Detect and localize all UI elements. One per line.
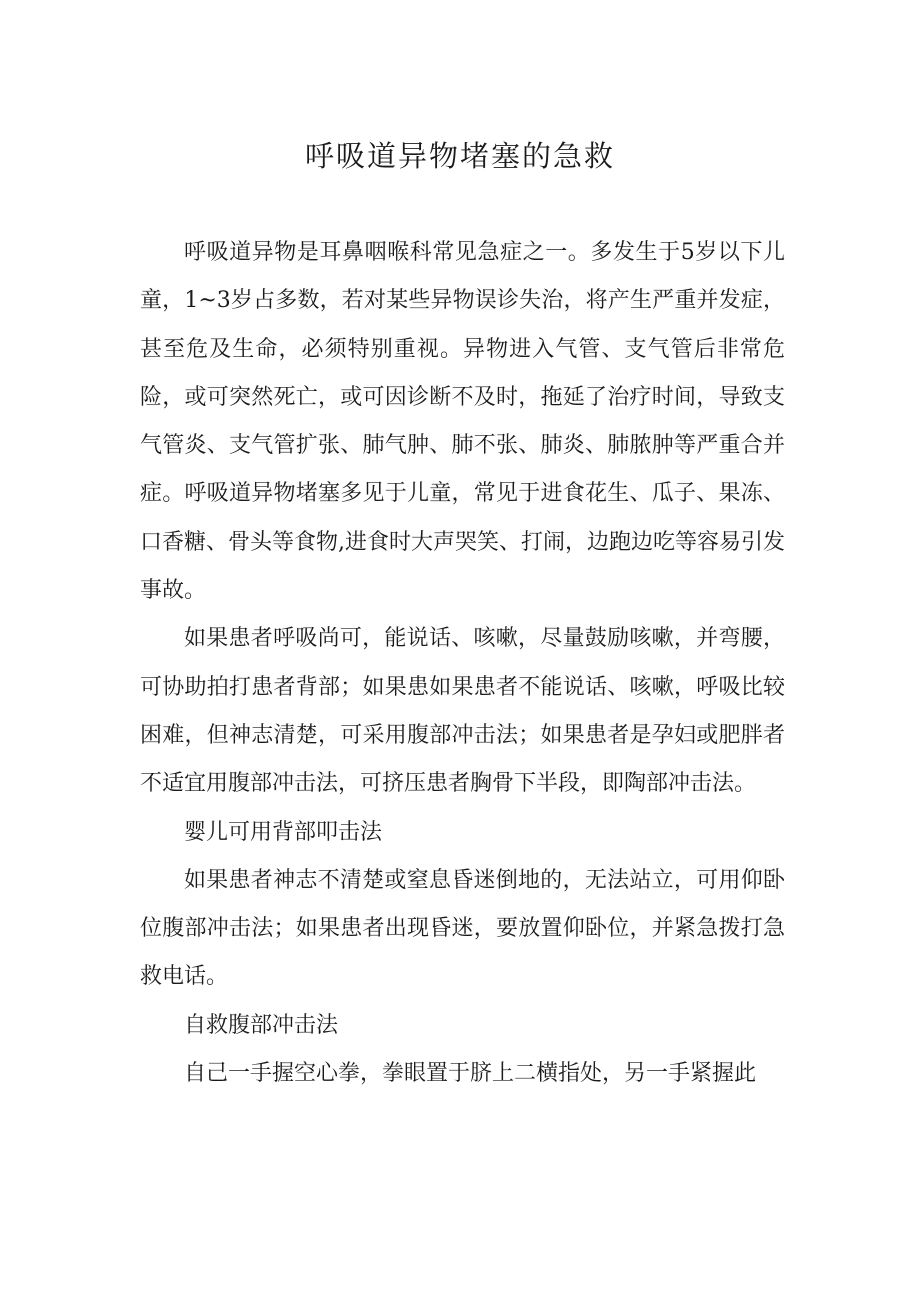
- paragraph-self-rescue: 自己一手握空心拳，拳眼置于脐上二横指处，另一手紧握此: [184, 1061, 757, 1087]
- paragraph-unconscious-patient: 如果患者神志不清楚或窒息昏迷倒地的，无法站立，可用仰卧位腹部冲击法；如果患者出现昏迷，要放置仰卧位，并紧急拨打急救电话。: [140, 867, 785, 990]
- document-title: 呼吸道异物堵塞的急救: [304, 139, 615, 173]
- paragraph-intro: 呼吸道异物是耳鼻咽喉科常见急症之一。多发生于5岁以下儿童，1~3岁占多数，若对某些异物误诊失治，将产生严重并发症，甚至危及生命，必须特别重视。异物进入气管、支气管后非常危险，或可突然死亡，或可因诊断不及时，拖延了治疗时间，导致支气管炎、支气管扩张、肺气肿、肺不张、肺炎、肺脓肿等严重合并症。呼吸道异物堵塞多见于儿童，常见于进食花生、瓜子、果冻、口香糖、骨头等食物,进食时大声哭笑、打闹，边跑边吃等容易引发事故。: [140, 240, 785, 604]
- paragraph-conscious-patient: 如果患者呼吸尚可，能说话、咳嗽，尽量鼓励咳嗽，并弯腰，可协助拍打患者背部；如果患如果患者不能说话、咳嗽，呼吸比较困难，但神志清楚，可采用腹部冲击法；如果患者是孕妇或肥胖者不适宜用腹部冲击法，可挤压患者胸骨下半段，即陶部冲击法。: [140, 626, 785, 797]
- heading-self-rescue: 自救腹部冲击法: [184, 1012, 339, 1038]
- document-body: [140, 229, 785, 1098]
- heading-infant-back-blows: 婴儿可用背部叩击法: [184, 819, 383, 845]
